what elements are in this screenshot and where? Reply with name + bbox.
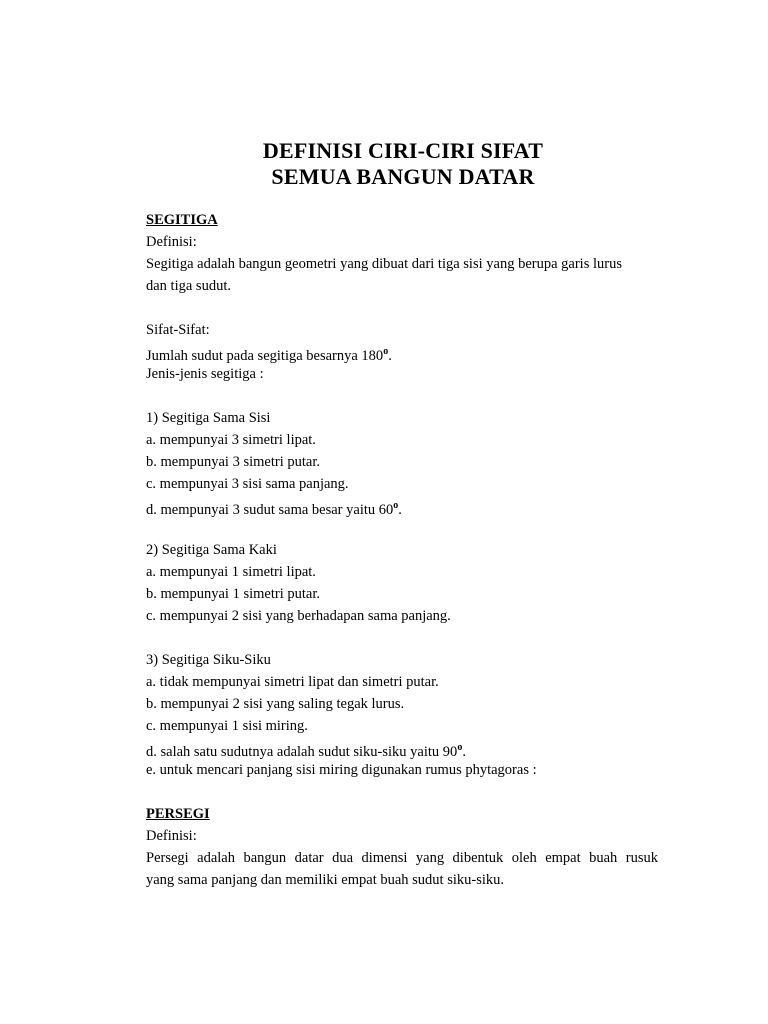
segitiga-sifat-label: Sifat-Sifat: xyxy=(146,322,210,338)
spacer xyxy=(146,517,658,539)
persegi-definisi-line-1: Persegi adalah bangun datar dua dimensi yang dibentuk oleh empat buah rusuk xyxy=(146,850,658,866)
list-item xyxy=(146,737,658,759)
segitiga-definisi-label: Definisi: xyxy=(146,234,197,250)
document-title-line-2: SEMUA BANGUN DATAR xyxy=(271,164,535,189)
section-heading-persegi: PERSEGI xyxy=(146,806,210,822)
list-item: c. mempunyai 3 sisi sama panjang. xyxy=(146,476,349,492)
period: . xyxy=(398,502,402,518)
segitiga-definisi-line-1: Segitiga adalah bangun geometri yang dibuat dari tiga sisi yang berupa garis lurus xyxy=(146,256,622,272)
degree-symbol: o xyxy=(457,742,463,753)
list-item: a. mempunyai 1 simetri lipat. xyxy=(146,564,316,580)
sama-kaki-title: 2) Segitiga Sama Kaki xyxy=(146,542,277,558)
document-title-line-1: DEFINISI CIRI-CIRI SIFAT xyxy=(262,138,544,163)
section-heading-segitiga: SEGITIGA xyxy=(146,212,218,228)
spacer xyxy=(146,781,658,803)
list-item: c. mempunyai 2 sisi yang berhadapan sama panjang. xyxy=(146,608,451,624)
list-item: e. untuk mencari panjang sisi miring digunakan rumus phytagoras : xyxy=(146,762,537,778)
siku-siku-title: 3) Segitiga Siku-Siku xyxy=(146,652,271,668)
list-item: b. mempunyai 1 simetri putar. xyxy=(146,586,320,602)
list-item: b. mempunyai 2 sisi yang saling tegak lurus. xyxy=(146,696,405,712)
segitiga-jenis-label: Jenis-jenis segitiga : xyxy=(146,366,264,382)
sama-sisi-title: 1) Segitiga Sama Sisi xyxy=(146,410,271,426)
document-body xyxy=(146,209,658,891)
degree-symbol: o xyxy=(393,500,399,511)
list-item: a. mempunyai 3 simetri lipat. xyxy=(146,432,316,448)
sama-sisi-d-text: d. mempunyai 3 sudut sama besar yaitu 60 xyxy=(146,502,394,518)
list-item xyxy=(146,495,658,517)
siku-siku-d-text: d. salah satu sudutnya adalah sudut siku-siku yaitu 90 xyxy=(146,744,458,760)
spacer xyxy=(146,627,658,649)
list-item: b. mempunyai 3 simetri putar. xyxy=(146,454,320,470)
persegi-definisi-line-2: yang sama panjang dan memiliki empat buah sudut siku-siku. xyxy=(146,872,505,888)
jumlah-sudut-text: Jumlah sudut pada segitiga besarnya 180 xyxy=(146,348,384,364)
spacer xyxy=(146,385,658,407)
period: . xyxy=(388,348,392,364)
spacer xyxy=(146,297,658,319)
persegi-definisi-label: Definisi: xyxy=(146,828,197,844)
list-item: a. tidak mempunyai simetri lipat dan simetri putar. xyxy=(146,674,439,690)
segitiga-definisi-line-2: dan tiga sudut. xyxy=(146,278,231,294)
segitiga-jumlah-sudut xyxy=(146,341,658,363)
list-item: c. mempunyai 1 sisi miring. xyxy=(146,718,308,734)
period: . xyxy=(462,744,466,760)
degree-symbol: o xyxy=(383,346,389,357)
